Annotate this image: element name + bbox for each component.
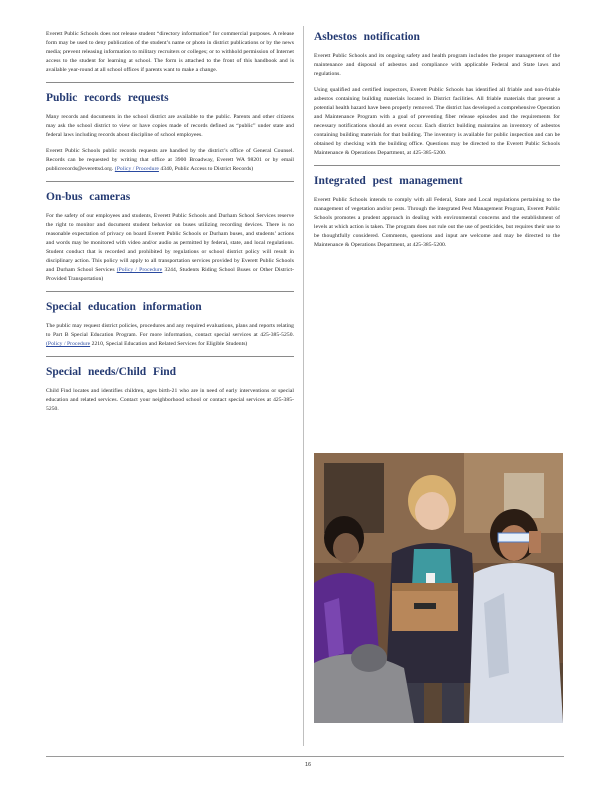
section-rule (46, 82, 294, 83)
on-bus-cameras-heading: On-bus cameras (46, 191, 131, 203)
section-rule (46, 181, 294, 182)
column-divider (303, 26, 304, 746)
special-education-paragraph (46, 322, 294, 349)
page-number: 16 (304, 762, 312, 768)
asbestos-heading: Asbestos notification (314, 31, 420, 43)
public-records-paragraph-1: Many records and documents in the school district are available to the public. Parents and other citizens may ask the school district to view or have copies made of records defined as “public” under state and federal laws including records about discipline of school employees. (46, 114, 294, 138)
pest-management-paragraph: Everett Public Schools intends to comply with all Federal, State and Local regulations pertaining to the management of vegetation and/or pests. Through the integrated Pest Management Program, Everett Public Schools promotes a prudent approach in dealing with environmental concerns and the establishment of levels at which action is taken. The program does not rule out the use of pesticides, but requires their use to be thoughtfully considered. Comments, questions and input are welcome and may be directed to the Maintenance & Operations Department, at 425-385-5200. (314, 197, 560, 248)
special-needs-heading: Special needs/Child Find (46, 366, 177, 378)
policy-4340-title: 4340, Public Access to District Records) (160, 166, 254, 172)
right-column (314, 30, 560, 257)
section-rule (46, 356, 294, 357)
public-records-paragraph-2 (46, 147, 294, 174)
section-rule (46, 291, 294, 292)
policy-procedure-link-3244[interactable]: (Policy / Procedure (116, 267, 163, 273)
policy-procedure-link-2210[interactable]: (Policy / Procedure (46, 341, 91, 347)
on-bus-cameras-paragraph (46, 212, 294, 284)
special-needs-paragraph: Child Find locates and identifies children, ages birth-21 who are in need of early interventions or special education and related services. Contact your neighborhood school or contact special services at 425-385-5250. (46, 388, 294, 412)
directory-information-paragraph: Everett Public Schools does not release student “directory information” for commercial purposes. A release form may be used to deny publication of the student’s name or photo in district publications or by the news media; prevent releasing information to military recruiters or colleges; or to withhold permission of Internet access to the student for learning at school. The form is attached to the front of this handbook and is available year-round at all school offices if parents want to make a change. (46, 31, 294, 73)
section-rule (314, 165, 560, 166)
asbestos-paragraph-2: Using qualified and certified inspectors, Everett Public Schools has identified all friable and non-friable asbestos containing building materials located in District facilities. All friable materials that present a potential health hazard have been properly removed. The district has developed a comprehensive Operation and Maintenance Program with a goal of preventing fiber release episodes and the requirements for necessary notifications should an event occur. Each district building maintains an inventory of asbestos containing building materials for that building. The inventory is available for public inspection and can be obtained by checking with the building office. Questions may be directed to the Everett Public Schools Maintenance & Operations Department, at 425-385-5200. (314, 87, 560, 156)
policy-procedure-link-4340[interactable]: (Policy / Procedure (114, 166, 159, 172)
footer-rule (46, 756, 564, 757)
policy-2210-title: 2210, Special Education and Related Services for Eligible Students) (91, 341, 248, 347)
eclipse-viewing-photo (314, 453, 563, 723)
left-column (46, 30, 294, 421)
pest-management-heading: Integrated pest management (314, 175, 463, 187)
on-bus-cameras-text: For the safety of our employees and students, Everett Public Schools and Durham School Services reserve the right to monitor and document student behavior on buses utilizing recording devices. There is no reasonable expectation of privacy on board Everett Public Schools or Durham buses, and students’ actions and words may be monitored with video and/or audio as permitted by federal, state, and local regulations. Student conduct that is recorded and prohibited by regulations or school district policy will result in disciplinary action. This policy will apply to all transportation services provided by Everett Public Schools and Durham School Services (46, 213, 294, 273)
public-records-heading: Public records requests (46, 92, 169, 104)
policy-3244-title: 3244, Students Riding School Buses or Other District-Provided Transportation) (46, 267, 294, 282)
special-education-heading: Special education information (46, 301, 202, 313)
special-education-text: The public may request district policies, procedures and any required evaluations, plans and reports relating to Part B Special Education Program. For more information, contact special services at 425-385-5250. (46, 323, 294, 338)
asbestos-paragraph-1: Everett Public Schools and its ongoing safety and health program includes the proper management of the maintenance and disposal of asbestos and compliance with applicable Federal and State laws and regulations. (314, 53, 560, 77)
public-records-text: Everett Public Schools public records requests are handled by the district’s office of General Counsel. Records can be requested by writing that office at 3900 Broadway, Everett WA 98201 or by email publicrecords@everettsd.org. (46, 148, 294, 172)
